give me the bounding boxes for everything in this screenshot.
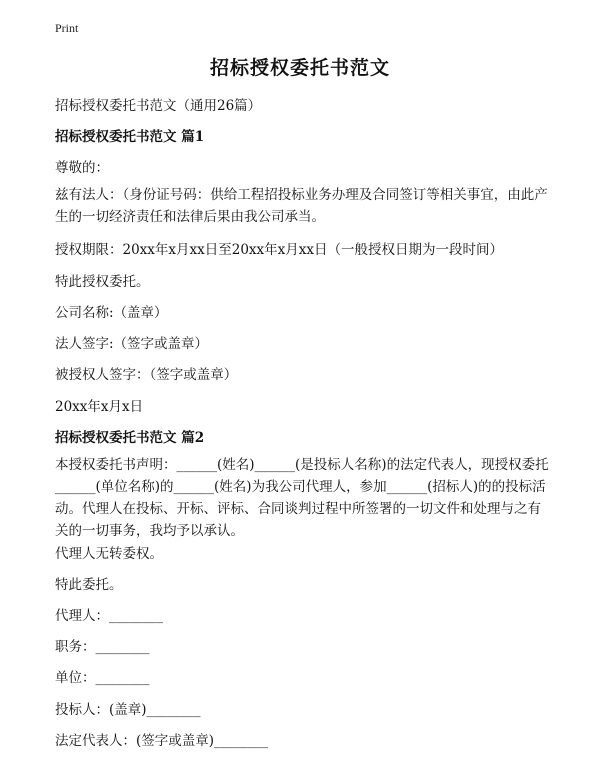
document-subtitle: 招标授权委托书范文（通用26篇） [55,98,262,114]
authorization-period: 授权期限：20xx年x月xx日至20xx年x月xx日（一般授权日期为一段时间） [55,242,503,258]
position-field-line: 职务：________ [55,639,150,655]
authorization-statement: 特此授权委托。 [55,274,150,290]
section-2-heading: 招标授权委托书范文 篇2 [55,430,205,446]
bidder-field-line: 投标人：(盖章)________ [55,702,201,718]
section-1-heading: 招标授权委托书范文 篇1 [55,129,205,145]
section-2-paragraph: 本授权委托书声明：______(姓名)______(是投标人名称)的法定代表人，现授权委托______(单位名称)的______(姓名)为我公司代理人，参加______(招标人)的的投标活动。代理人在投标、开标、评标、合同谈判过程中所签署的一切文件和处理与之有关的一切事务，我均予以承认。 [55,457,549,539]
date-line: 20xx年x月x日 [55,399,144,415]
salutation: 尊敬的： [55,160,109,176]
agent-field-line: 代理人：________ [55,608,163,624]
company-name-line: 公司名称:（盖章） [55,305,168,321]
entrust-statement: 特此委托。 [55,577,123,593]
print-link[interactable]: Print [55,21,79,35]
document-title: 招标授权委托书范文 [209,57,390,79]
section-1-paragraph: 兹有法人：（身份证号码：供给工程招投标业务办理及合同签订等相关事宜，由此产生的一切经济责任和法律后果由我公司承当。 [55,187,548,225]
legal-rep-field-line: 法定代表人：(签字或盖章)________ [55,733,269,749]
agent-signature-line: 被授权人签字：（签字或盖章） [55,367,238,383]
no-transfer-line: 代理人无转委权。 [55,546,163,562]
unit-field-line: 单位：________ [55,670,150,686]
legal-signature-line: 法人签字:（签字或盖章） [55,336,209,352]
